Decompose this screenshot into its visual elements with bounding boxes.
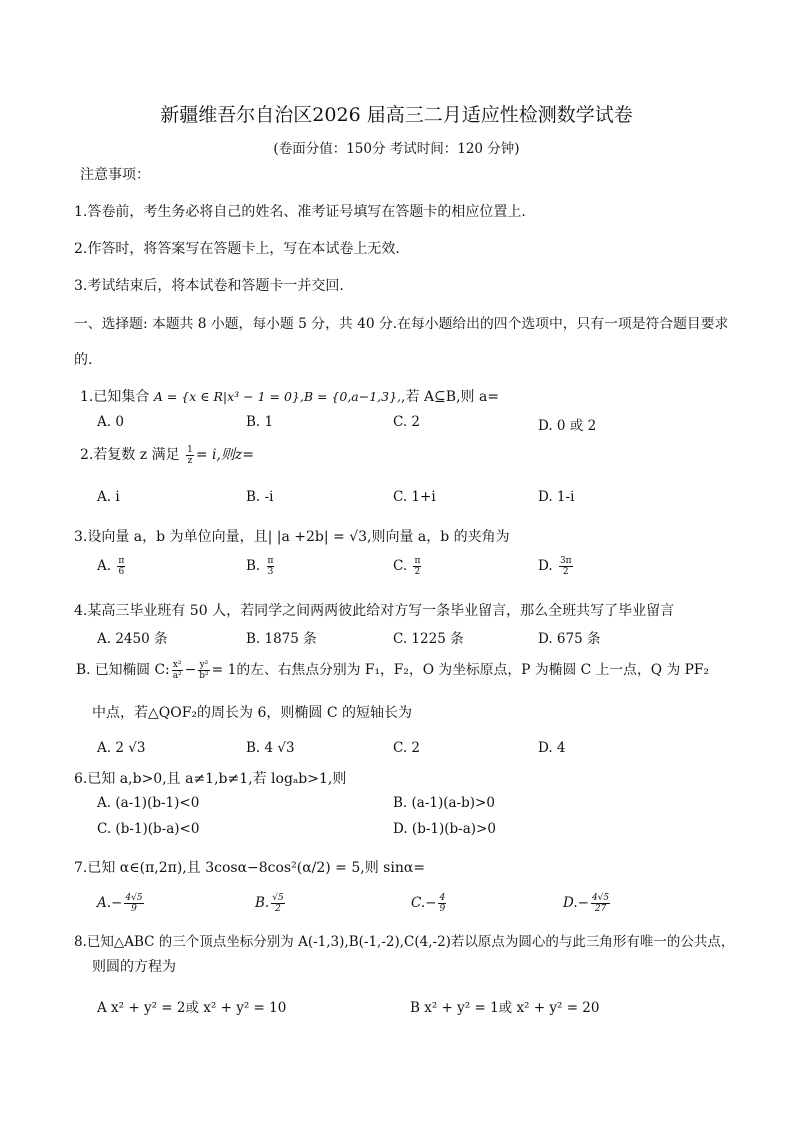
q6-option-c: C. (b-1)(b-a)<0 (97, 821, 200, 837)
section-heading-cont: 的. (74, 352, 93, 368)
q7-option-a: A.− $\frac{4√5}{9}$ (97, 893, 143, 914)
q4-option-b: B. 1875 条 (246, 631, 317, 647)
question-8: 8.已知△ABC 的三个顶点坐标分别为 A(-1,3),B(-1,-2),C(4,-2)若以原点为圆心的与此三角形有唯一的公共点， (74, 934, 735, 950)
question-1 (80, 386, 499, 406)
q1-option-d: D. 0 或 2 (538, 418, 597, 434)
question-5: B. 已知椭圆 C: $\frac{\text{x²}}{\text{a²}}$ − $\frac{\text{y²}}{\text{b²}}$ = 1的左、右焦点分别为 F₁，F₂，O 为坐标原点，P 为椭圆 C 上一点，Q 为 PF₂ (76, 660, 710, 681)
question-3: 3.设向量 a，b 为单位向量，且| |a +2b| = √3,则向量 a，b 的夹角为 (74, 529, 510, 545)
q6-option-d: D. (b-1)(b-a)>0 (393, 821, 496, 837)
section-heading: 一、选择题: 本题共 8 小题，每小题 5 分，共 40 分.在每小题给出的四个选项中，只有一项是符合题目要求 (74, 316, 729, 332)
q7-option-d: D.− $\frac{4√5}{27}$ (563, 893, 610, 914)
q1-option-a: A. 0 (97, 414, 124, 430)
q7-option-b: B. $\frac{√5}{2}$ (255, 893, 284, 914)
q1-sets: A = {x ∈ R|x³ − 1 = 0},B = {0,a−1,3}, (153, 389, 402, 404)
q2-suffix: = i,则z= (195, 447, 255, 463)
question-5-cont: 中点，若△QOF₂的周长为 6，则椭圆 C 的短轴长为 (92, 705, 413, 721)
q5-option-a: A. 2 √3 (97, 740, 146, 756)
q4-option-c: C. 1225 条 (393, 631, 464, 647)
question-7: 7.已知 α∈(π,2π),且 3cosα−8cos²(α/2) = 5,则 sinα= (74, 860, 426, 876)
q3-option-b: B. $\frac{\pi}{3}$ (246, 556, 274, 577)
q8-option-b: B x² + y² = 1或 x² + y² = 20 (410, 1000, 600, 1016)
q3-option-c: C. $\frac{\pi}{2}$ (393, 556, 421, 577)
q7-option-c: C.− $\frac{4}{9}$ (411, 893, 446, 914)
note-item-3: 3.考试结束后，将本试卷和答题卡一并交回. (74, 278, 344, 294)
q3-option-d: D. $\frac{3\pi}{2}$ (538, 556, 572, 577)
q5-option-c: C. 2 (393, 740, 421, 756)
exam-subtitle: (卷面分值：150分 考试时间：120 分钟) (273, 141, 520, 157)
q2-option-a: A. i (97, 489, 120, 505)
q6-option-b: B. (a-1)(a-b)>0 (393, 795, 495, 811)
question-8-cont: 则圆的方程为 (92, 959, 176, 975)
question-4: 4.某高三毕业班有 50 人，若同学之间两两彼此给对方写一条毕业留言，那么全班共写了毕业留言 (74, 603, 675, 619)
q1-suffix: ,若 A⊆B,则 a= (401, 389, 500, 405)
q2-fraction: $\frac{1}{z}$ (187, 444, 193, 466)
q1-option-c: C. 2 (393, 414, 421, 430)
note-item-1: 1.答卷前，考生务必将自己的姓名、准考证号填写在答题卡的相应位置上. (74, 204, 526, 220)
q5-prefix: B. 已知椭圆 C: (76, 662, 170, 678)
q2-option-d: D. 1-i (538, 489, 575, 505)
q4-option-a: A. 2450 条 (97, 631, 168, 647)
q3-option-a: A. $\frac{\pi}{6}$ (97, 556, 125, 577)
q2-prefix: 2.若复数 z 满足 (80, 447, 180, 463)
q6-option-a: A. (a-1)(b-1)<0 (97, 795, 200, 811)
exam-title: 新疆维吾尔自治区2026 届高三二月适应性检测数学试卷 (160, 104, 633, 126)
q4-option-d: D. 675 条 (538, 631, 601, 647)
question-6: 6.已知 a,b>0,且 a≠1,b≠1,若 logₐb>1,则 (74, 771, 347, 787)
q5-suffix: = 1的左、右焦点分别为 F₁，F₂，O 为坐标原点，P 为椭圆 C 上一点，Q 为 PF₂ (211, 662, 710, 678)
question-2 (80, 444, 254, 466)
q1-prefix: 1.已知集合 (80, 389, 150, 405)
q2-option-c: C. 1+i (393, 489, 436, 505)
notes-heading: 注意事项： (80, 167, 150, 183)
q2-option-b: B. -i (246, 489, 274, 505)
q5-option-d: D. 4 (538, 740, 566, 756)
q5-option-b: B. 4 √3 (246, 740, 295, 756)
note-item-2: 2.作答时，将答案写在答题卡上，写在本试卷上无效. (74, 241, 400, 257)
q8-option-a: A x² + y² = 2或 x² + y² = 10 (97, 1000, 287, 1016)
q1-option-b: B. 1 (246, 414, 274, 430)
